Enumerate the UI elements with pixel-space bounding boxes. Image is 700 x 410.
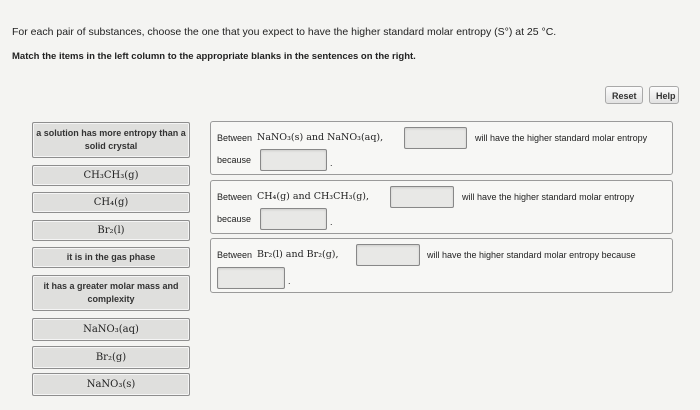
- sentence-panel-3: [210, 238, 673, 293]
- sentence-3-pair: Br₂(l) and Br₂(g),: [257, 249, 339, 260]
- item-solution-more-entropy[interactable]: a solution has more entropy than a solid crystal: [32, 122, 190, 158]
- instructions-line-2: Match the items in the left column to the appropriate blanks in the sentences on the right.: [12, 51, 416, 62]
- sentence-3-answer-blank[interactable]: [356, 244, 420, 266]
- item-ch3ch3-gas[interactable]: CH₃CH₃(g): [32, 165, 190, 186]
- sentence-panel-1: [210, 121, 673, 175]
- sentence-1-period: .: [330, 158, 333, 168]
- sentence-3-lead: Between: [217, 250, 253, 260]
- sentence-1-tail: will have the higher standard molar entropy: [475, 133, 648, 143]
- reset-button[interactable]: Reset: [605, 86, 643, 104]
- item-nano3-solid[interactable]: NaNO₃(s): [32, 373, 190, 396]
- sentence-3-period: .: [288, 276, 291, 286]
- sentence-1-because: because: [217, 155, 252, 165]
- sentence-2-answer-blank[interactable]: [390, 186, 454, 208]
- sentence-2-period: .: [330, 217, 333, 227]
- item-br2-liquid[interactable]: Br₂(l): [32, 220, 190, 241]
- sentence-2-reason-blank[interactable]: [260, 208, 327, 230]
- sentence-1-reason-blank[interactable]: [260, 149, 327, 171]
- sentence-1-pair: NaNO₃(s) and NaNO₃(aq),: [257, 132, 384, 143]
- sentence-2-tail: will have the higher standard molar entropy: [462, 192, 635, 202]
- sentence-3-reason-blank[interactable]: [217, 267, 285, 289]
- sentence-2-pair: CH₄(g) and CH₃CH₃(g),: [257, 191, 369, 202]
- help-button[interactable]: Help: [649, 86, 679, 104]
- sentence-panel-2: [210, 180, 673, 234]
- sentence-3-tail: will have the higher standard molar entropy because: [427, 250, 636, 260]
- item-nano3-aqueous[interactable]: NaNO₃(aq): [32, 318, 190, 341]
- sentence-1-answer-blank[interactable]: [404, 127, 467, 149]
- item-br2-gas[interactable]: Br₂(g): [32, 346, 190, 369]
- sentence-2-lead: Between: [217, 192, 253, 202]
- item-gas-phase[interactable]: it is in the gas phase: [32, 247, 190, 268]
- item-greater-molar-mass[interactable]: it has a greater molar mass and complexity: [32, 275, 190, 311]
- sentence-1-lead: Between: [217, 133, 253, 143]
- item-ch4-gas[interactable]: CH₄(g): [32, 192, 190, 213]
- sentence-2-because: because: [217, 214, 252, 224]
- instructions-line-1: For each pair of substances, choose the one that you expect to have the higher standard molar entropy (S°) at 25 °C.: [12, 26, 557, 38]
